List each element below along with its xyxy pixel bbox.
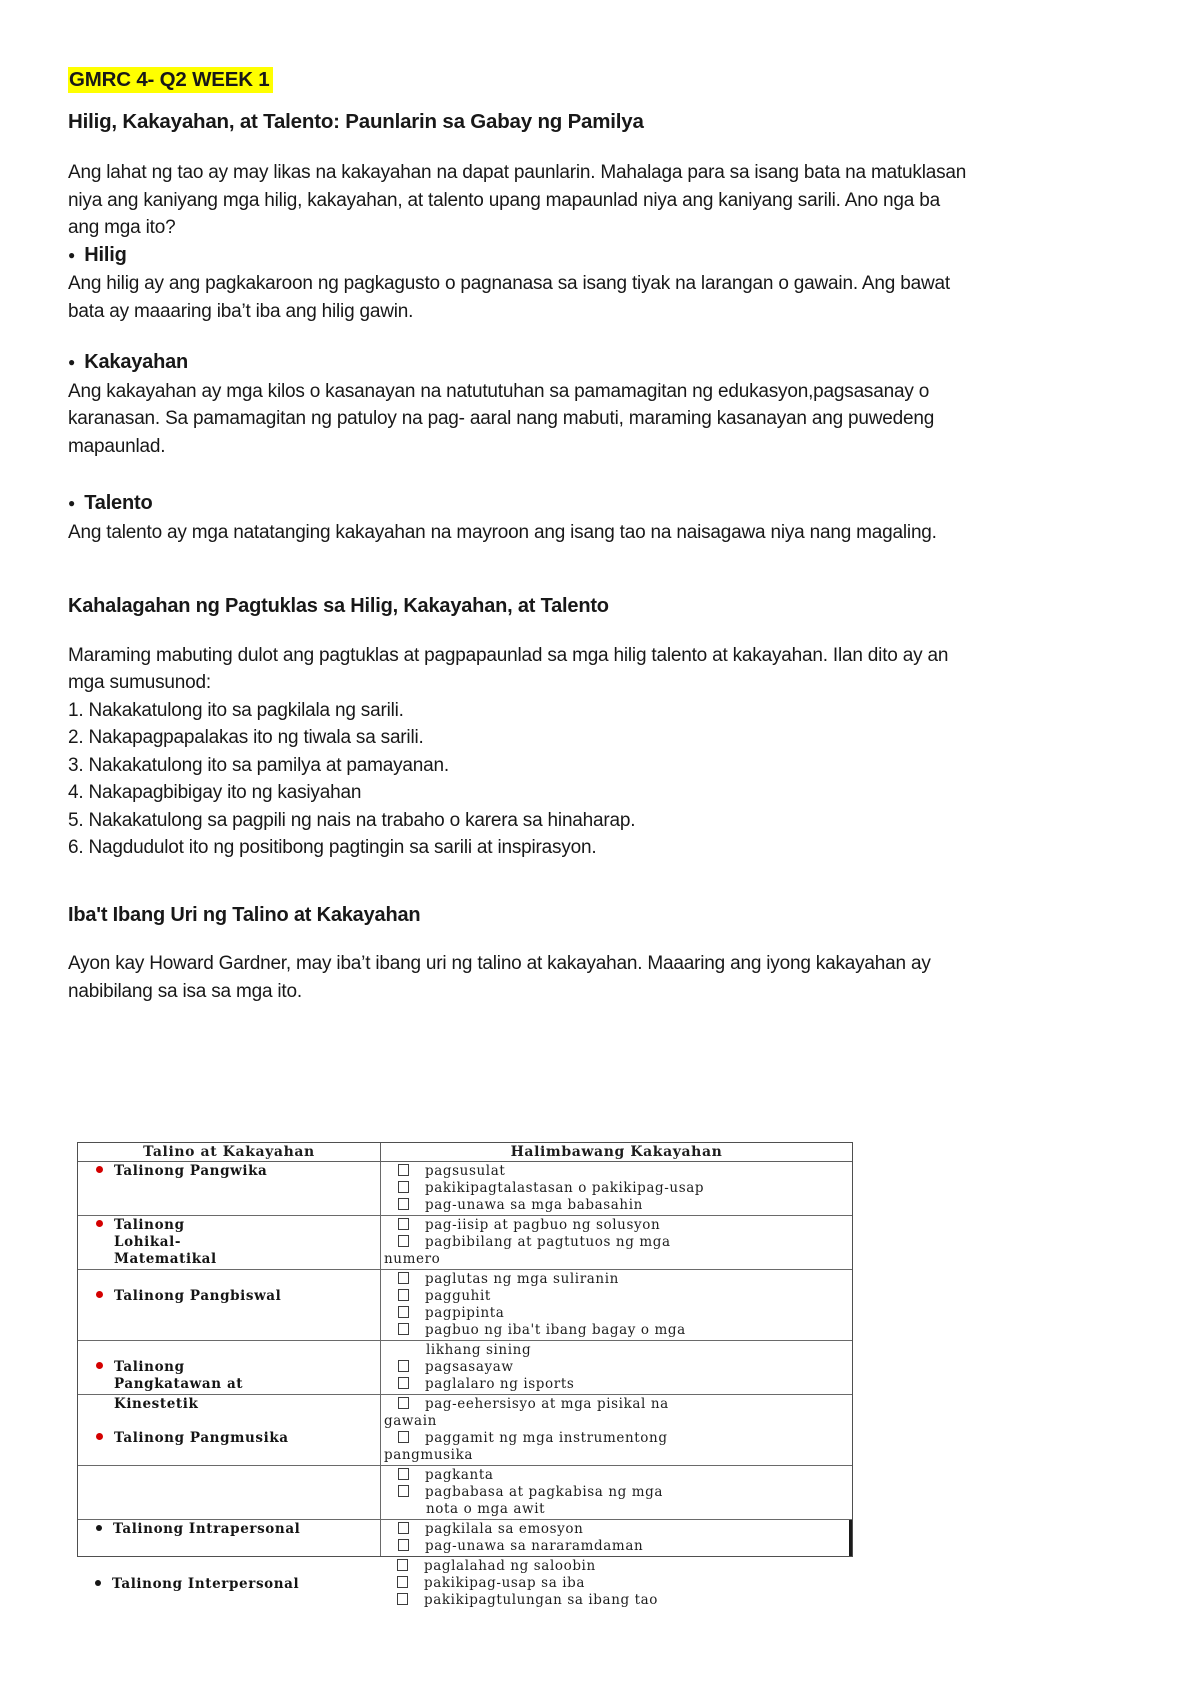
example-item: nota o mga awit bbox=[426, 1501, 546, 1517]
talent-type-label: Talinong Pangbiswal bbox=[114, 1288, 282, 1304]
section-paragraph-hilig bbox=[68, 270, 1144, 325]
checkbox-icon bbox=[398, 1539, 409, 1551]
checkbox-icon bbox=[398, 1468, 409, 1480]
text-line: mga sumusunod: bbox=[68, 672, 211, 693]
text-line: niya ang kaniyang mga hilig, kakayahan, at talento upang mapaunlad niya ang kaniyang sarili. Ano nga ba bbox=[68, 189, 940, 211]
highlighted-title: GMRC 4- Q2 WEEK 1 bbox=[68, 67, 273, 93]
list-item: 2. Nakapagpapalakas ito ng tiwala sa sarili. bbox=[68, 727, 424, 748]
table-row bbox=[78, 1216, 852, 1270]
checkbox-icon bbox=[398, 1323, 409, 1335]
bullet-icon: ● bbox=[68, 355, 76, 369]
example-item: paglutas ng mga suliranin bbox=[425, 1271, 619, 1287]
checkbox-icon bbox=[398, 1485, 409, 1497]
checkbox-icon bbox=[398, 1218, 409, 1230]
column-header-halimbawa: Halimbawang Kakayahan bbox=[510, 1144, 723, 1160]
column-header-talino: Talino at Kakayahan bbox=[78, 1143, 381, 1161]
importance-heading: Kahalagahan ng Pagtuklas sa Hilig, Kakayahan, at Talento bbox=[68, 595, 609, 617]
bullet-icon: ● bbox=[68, 496, 76, 510]
example-item: pag-unawa sa mga babasahin bbox=[425, 1197, 643, 1213]
red-bullet-icon bbox=[96, 1433, 103, 1440]
text-line: Ang hilig ay ang pagkakaroon ng pagkagusto o pagnanasa sa isang tiyak na larangan o gawain. Ang bawat bbox=[68, 273, 950, 294]
text-line: karanasan. Sa pamamagitan ng patuloy na pag- aaral nang mabuti, maraming kasanayan ang puwedeng bbox=[68, 408, 935, 429]
text-line: nabibilang sa isa sa mga ito. bbox=[68, 980, 302, 1002]
table-row bbox=[78, 1162, 852, 1216]
example-item: pag-eehersisyo at mga pisikal na bbox=[425, 1396, 669, 1412]
example-item: paglalaro ng isports bbox=[425, 1376, 575, 1392]
table-row bbox=[78, 1520, 852, 1556]
types-heading: Iba't Ibang Uri ng Talino at Kakayahan bbox=[68, 903, 421, 926]
checkbox-icon bbox=[398, 1272, 409, 1284]
text-line: ang mga ito? bbox=[68, 217, 176, 238]
talent-type-label: Lohikal- bbox=[114, 1234, 182, 1250]
numbered-list bbox=[68, 697, 1144, 862]
example-item: numero bbox=[384, 1251, 441, 1267]
example-item: pagbabasa at pagkabisa ng mga bbox=[425, 1484, 664, 1500]
red-bullet-icon bbox=[96, 1362, 103, 1369]
list-item: 3. Nakakatulong ito sa pamilya at pamayanan. bbox=[68, 754, 449, 776]
text-line: mapaunlad. bbox=[68, 435, 166, 457]
section-paragraph-kakayahan bbox=[68, 378, 1144, 461]
checkbox-icon bbox=[398, 1397, 409, 1409]
example-item: pagkanta bbox=[425, 1467, 494, 1483]
example-item: paglalahad ng saloobin bbox=[424, 1558, 596, 1574]
example-item: paggamit ng mga instrumentong bbox=[425, 1430, 668, 1446]
checkbox-icon bbox=[398, 1235, 409, 1247]
intro-paragraph bbox=[68, 159, 1144, 242]
table-overflow-row bbox=[77, 1558, 853, 1609]
example-item: pagguhit bbox=[425, 1288, 491, 1304]
talent-type-label: Talinong bbox=[114, 1217, 185, 1233]
red-bullet-icon bbox=[96, 1220, 103, 1227]
example-item: pagbuo ng iba't ibang bagay o mga bbox=[425, 1322, 686, 1338]
red-bullet-icon bbox=[96, 1291, 103, 1298]
example-item: pakikipagtulungan sa ibang tao bbox=[424, 1592, 659, 1608]
example-item: pakikipagtalastasan o pakikipag-usap bbox=[425, 1180, 705, 1196]
checkbox-icon bbox=[397, 1559, 408, 1571]
list-item: 5. Nakakatulong sa pagpili ng nais na trabaho o karera sa hinaharap. bbox=[68, 809, 636, 831]
talent-type-label: Talinong Pangmusika bbox=[114, 1430, 289, 1446]
text-line: Ang lahat ng tao ay may likas na kakayahan na dapat paunlarin. Mahalaga para sa isang bata na matuklasan bbox=[68, 162, 967, 183]
checkbox-icon bbox=[398, 1377, 409, 1389]
bullet-icon: ● bbox=[68, 247, 76, 262]
checkbox-icon bbox=[398, 1522, 409, 1534]
checkbox-icon bbox=[398, 1289, 409, 1301]
example-item: pakikipag-usap sa iba bbox=[424, 1575, 586, 1591]
list-item: 6. Nagdudulot ito ng positibong pagtingin sa sarili at inspirasyon. bbox=[68, 837, 597, 858]
checkbox-icon bbox=[398, 1306, 409, 1318]
checkbox-icon bbox=[398, 1164, 409, 1176]
talent-type-label: Pangkatawan at bbox=[114, 1376, 244, 1392]
example-item: gawain bbox=[384, 1413, 437, 1429]
talent-type-label: Kinestetik bbox=[114, 1396, 199, 1412]
section-paragraph-talento bbox=[68, 519, 1144, 547]
table-header-row bbox=[78, 1143, 852, 1162]
checkbox-icon bbox=[397, 1593, 408, 1605]
table-row bbox=[78, 1270, 852, 1341]
example-item: pagpipinta bbox=[425, 1305, 505, 1321]
talent-type-label: Talinong bbox=[114, 1359, 185, 1375]
checkbox-icon bbox=[398, 1198, 409, 1210]
example-item: pag-unawa sa nararamdaman bbox=[425, 1538, 644, 1554]
checkbox-icon bbox=[397, 1576, 408, 1588]
example-item: pagsusulat bbox=[425, 1163, 506, 1179]
text-line: Ang kakayahan ay mga kilos o kasanayan na natututuhan sa pamamagitan ng edukasyon,pagsasanay o bbox=[68, 380, 930, 402]
list-item: 1. Nakakatulong ito sa pagkilala ng sarili. bbox=[68, 699, 404, 721]
section-heading-kakayahan: ● Kakayahan bbox=[68, 351, 189, 373]
checkbox-icon bbox=[398, 1360, 409, 1372]
section-heading-hilig: ● Hilig bbox=[68, 243, 127, 266]
checkbox-icon bbox=[398, 1431, 409, 1443]
black-bullet-icon bbox=[95, 1580, 101, 1586]
example-item: pag-iisip at pagbuo ng solusyon bbox=[425, 1217, 661, 1233]
checkbox-icon bbox=[398, 1181, 409, 1193]
table-row bbox=[78, 1466, 852, 1520]
text-line: Ayon kay Howard Gardner, may iba’t ibang uri ng talino at kakayahan. Maaaring ang iyong kakayahan ay bbox=[68, 953, 931, 974]
table-row bbox=[78, 1341, 852, 1395]
list-item: 4. Nakapagbibigay ito ng kasiyahan bbox=[68, 782, 362, 803]
section-heading-talento: ● Talento bbox=[68, 492, 153, 514]
talent-type-label: Matematikal bbox=[114, 1251, 217, 1267]
page-title: Hilig, Kakayahan, at Talento: Paunlarin sa Gabay ng Pamilya bbox=[68, 110, 644, 133]
text-line: Maraming mabuting dulot ang pagtuklas at pagpapaunlad sa mga hilig talento at kakayahan. Ilan dito ay an bbox=[68, 644, 949, 666]
example-item: pagkilala sa emosyon bbox=[425, 1521, 584, 1537]
example-item: pagbibilang at pagtutuos ng mga bbox=[425, 1234, 671, 1250]
example-item: likhang sining bbox=[426, 1342, 532, 1358]
black-bullet-icon bbox=[96, 1525, 102, 1531]
example-item: pagsasayaw bbox=[425, 1359, 514, 1375]
text-line: bata ay maaaring iba’t iba ang hilig gawin. bbox=[68, 300, 414, 322]
red-bullet-icon bbox=[96, 1166, 103, 1173]
types-intro bbox=[68, 950, 1144, 1005]
example-item: pangmusika bbox=[384, 1447, 473, 1463]
badge-row bbox=[68, 66, 1144, 95]
talents-table-bordered bbox=[77, 1142, 853, 1557]
talent-type-label: Talinong Pangwika bbox=[114, 1163, 268, 1179]
importance-intro bbox=[68, 642, 1144, 697]
text-line: Ang talento ay mga natatanging kakayahan na mayroon ang isang tao na naisagawa niya nang magaling. bbox=[68, 521, 937, 543]
talent-type-label: Talinong Intrapersonal bbox=[113, 1521, 301, 1537]
talents-table bbox=[77, 1142, 853, 1609]
talent-type-label: Talinong Interpersonal bbox=[112, 1576, 300, 1592]
table-row bbox=[78, 1395, 852, 1466]
